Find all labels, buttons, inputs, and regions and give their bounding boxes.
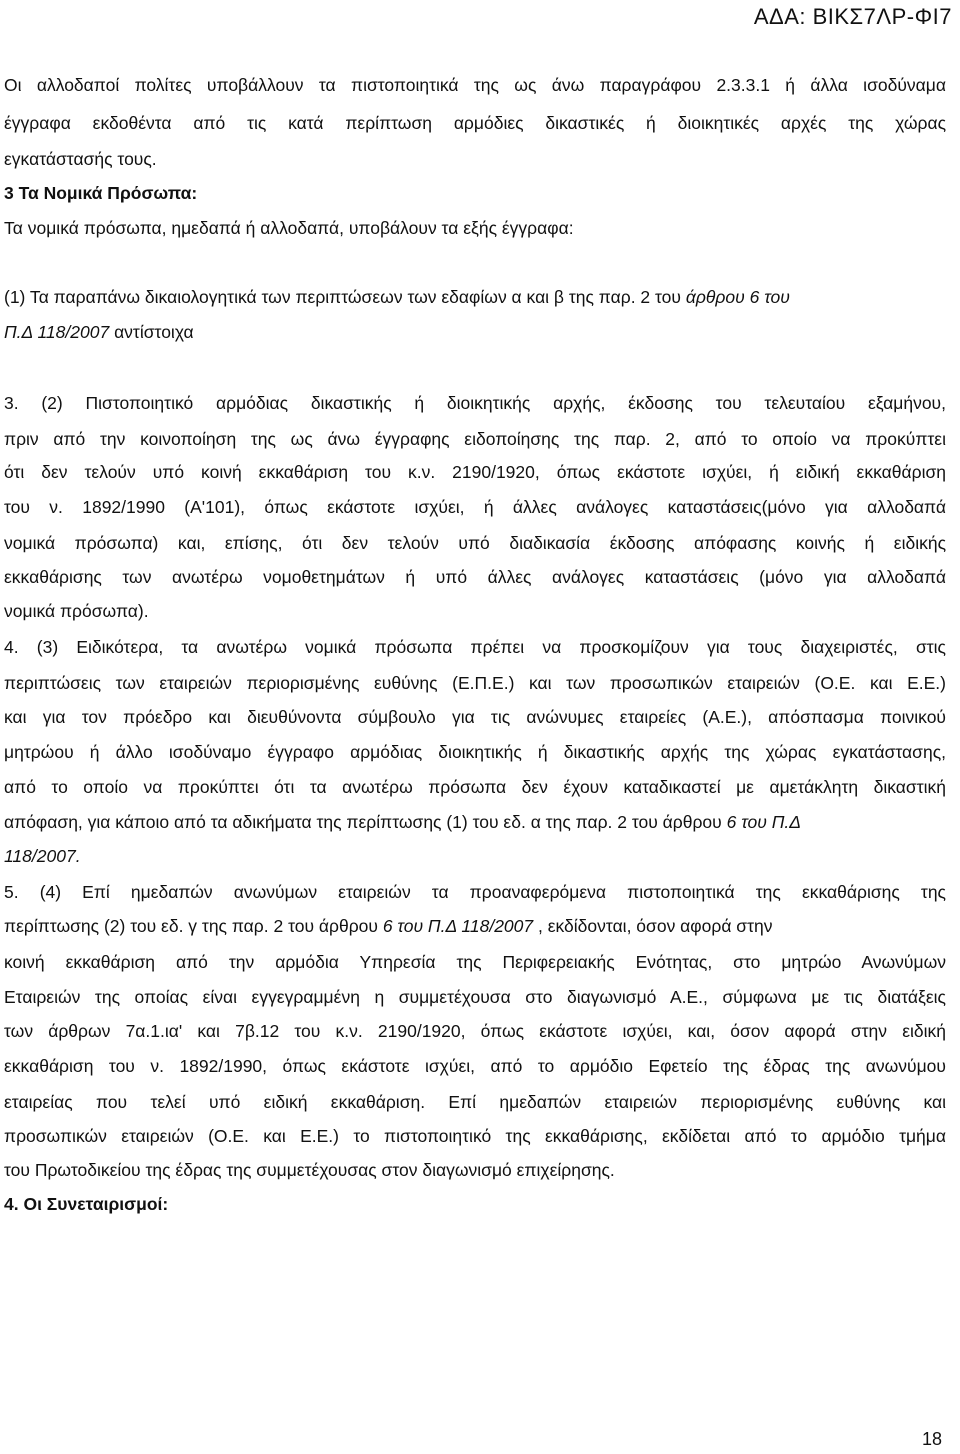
text-line: εγκατάστασής τους.: [4, 149, 157, 169]
text-line: έγγραφα εκδοθέντα από τις κατά περίπτωση αρμόδιες δικαστικές ή διοικητικές αρχές της χώρας: [4, 113, 946, 133]
text-span: , εκδίδονται, όσον αφορά στην: [533, 916, 773, 936]
section-heading: 3 Τα Νομικά Πρόσωπα:: [4, 183, 198, 203]
text-line: του ν. 1892/1990 (Α'101), όπως εκάστοτε ισχύει, ή άλλες ανάλογες καταστάσεις(μόνο για αλλοδαπά: [4, 497, 946, 517]
text-line: προσωπικών εταιρειών (Ο.Ε. και Ε.Ε.) το πιστοποιητικό της εκκαθάρισης, εκδίδεται από το αρμόδιο τμήμα: [4, 1126, 946, 1146]
italic-span: 6 του Π.Δ 118/2007: [382, 916, 534, 936]
text-line: κοινή εκκαθάριση από την αρμόδια Υπηρεσία της Περιφερειακής Ενότητας, στο μητρώο Ανωνύμων: [4, 952, 946, 972]
text-line: από το οποίο να προκύπτει ότι τα ανωτέρω πρόσωπα δεν έχουν καταδικαστεί με αμετάκλητη δικαστική: [4, 777, 946, 797]
text-line: νομικά πρόσωπα) και, επίσης, ότι δεν τελούν υπό διαδικασία έκδοσης απόφασης κοινής ή ειδικής: [4, 533, 946, 553]
text-span: περίπτωσης (2) του εδ. γ της παρ. 2 του άρθρου: [4, 916, 383, 936]
text-line: ότι δεν τελούν υπό κοινή εκκαθάριση του κ.ν. 2190/1920, όπως εκάστοτε ισχύει, ή ειδική εκκαθάριση: [4, 462, 946, 482]
text-line: 3. (2) Πιστοποιητικό αρμόδιας δικαστικής ή διοικητικής αρχής, έκδοσης του τελευταίου εξαμήνου,: [4, 393, 946, 413]
text-line: εκκαθάρισης των ανωτέρω νομοθετημάτων ή υπό άλλες ανάλογες καταστάσεις (μόνο για αλλοδαπά: [4, 567, 946, 587]
italic-span: 6 του Π.Δ: [726, 812, 801, 832]
text-line: [4, 916, 946, 936]
ada-header: ΑΔΑ: ΒΙΚΣ7ΛΡ-ΦΙ7: [753, 4, 952, 29]
italic-span: Π.Δ 118/2007: [4, 322, 110, 342]
text-line: περιπτώσεις των εταιρειών περιορισμένης ευθύνης (Ε.Π.Ε.) και των προσωπικών εταιρειών (Ο.Ε. και Ε.Ε.): [4, 673, 946, 693]
text-line: [4, 287, 946, 307]
italic-span: άρθρου 6 του: [685, 287, 790, 307]
text-line: των άρθρων 7α.1.ια' και 7β.12 του κ.ν. 2190/1920, όπως εκάστοτε ισχύει, και, όσον αφορά στην ειδική: [4, 1021, 946, 1041]
text-line: νομικά πρόσωπα).: [4, 601, 149, 621]
text-line: Τα νομικά πρόσωπα, ημεδαπά ή αλλοδαπά, υποβάλουν τα εξής έγγραφα:: [4, 218, 574, 238]
text-line: του Πρωτοδικείου της έδρας της συμμετέχουσας στον διαγωνισμό επιχείρησης.: [4, 1160, 615, 1180]
italic-line: 118/2007.: [4, 846, 81, 866]
text-span: απόφαση, για κάποιο από τα αδικήματα της περίπτωσης (1) του εδ. α της παρ. 2 του άρθρου: [4, 812, 727, 832]
text-line: Οι αλλοδαποί πολίτες υποβάλλουν τα πιστοποιητικά της ως άνω παραγράφου 2.3.3.1 ή άλλα ισοδύναμα: [4, 75, 946, 95]
text-line: εκκαθάριση του ν. 1892/1990, όπως εκάστοτε ισχύει, από το αρμόδιο Εφετείο της έδρας της ανωνύμου: [4, 1056, 946, 1076]
text-line: Εταιρειών της οποίας είναι εγγεγραμμένη η συμμετέχουσα στο διαγωνισμό Α.Ε., σύμφωνα με τις διατάξεις: [4, 987, 946, 1007]
text-line: [4, 322, 946, 342]
text-line: 5. (4) Επί ημεδαπών ανωνύμων εταιρειών τα προαναφερόμενα πιστοποιητικά της εκκαθάρισης της: [4, 882, 946, 902]
section-heading: 4. Οι Συνεταιρισμοί:: [4, 1194, 169, 1214]
text-line: εταιρείας που τελεί υπό ειδική εκκαθάριση. Επί ημεδαπών εταιρειών περιορισμένης ευθύνης και: [4, 1092, 946, 1112]
text-span: αντίστοιχα: [109, 322, 194, 342]
text-line: [4, 812, 946, 832]
text-line: πριν από την κοινοποίηση της ως άνω έγγραφης ειδοποίησης της παρ. 2, από το οποίο να προκύπτει: [4, 429, 946, 449]
text-span: (1) Τα παραπάνω δικαιολογητικά των περιπτώσεων των εδαφίων α και β της παρ. 2 του: [4, 287, 686, 307]
page-number: 18: [921, 1429, 942, 1449]
text-line: μητρώου ή άλλο ισοδύναμο έγγραφο αρμόδιας διοικητικής ή δικαστικής αρχής της χώρας εγκατάστασης,: [4, 742, 946, 762]
text-line: 4. (3) Ειδικότερα, τα ανωτέρω νομικά πρόσωπα πρέπει να προσκομίζουν για τους διαχειριστές, στις: [4, 637, 946, 657]
text-line: και για τον πρόεδρο και διευθύνοντα σύμβουλο για τις ανώνυμες εταιρείες (Α.Ε.), απόσπασμα ποινικού: [4, 707, 946, 727]
